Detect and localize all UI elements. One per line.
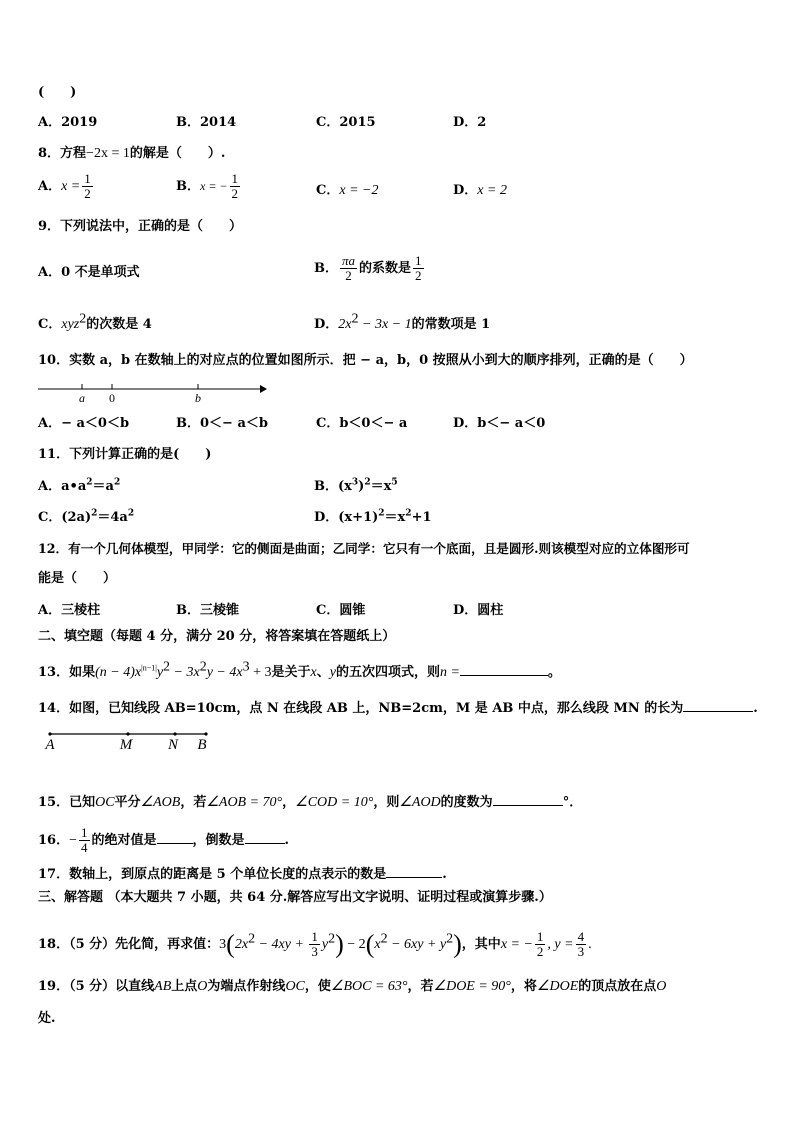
- q12-option-d: D．圆柱: [453, 603, 504, 618]
- q9-option-a: A．0 不是单项式: [38, 265, 140, 280]
- q14-point-n: [173, 732, 176, 735]
- question-12-line2: 能是（ ）: [38, 571, 117, 586]
- question-13: 13．如果$(n - 4)x^{|n-1|}y^2 - 3x^2y - 4x^3 + 3$是关于x、y的五次四项式，则n = 。: [38, 659, 561, 680]
- q12-option-a: A．三棱柱: [38, 603, 101, 618]
- q9-option-d: D．$2x^2 - 3x - 1$的常数项是 1: [314, 311, 491, 332]
- question-8: 8．方程−2x = 1的解是（ ）.: [38, 146, 226, 161]
- question-18: 18．（5 分）先化简，再求值：$3(2x^2 - 4xy$ + $\frac{1}{3}$ $y^2) - 2(x^2 - 6xy + y^2)$，其中x = − $\frac{1}{2}$ , y = $\frac{4}{3}$ .: [38, 929, 592, 959]
- section-2-heading: 二、填空题（每题 4 分，满分 20 分，将答案填在答题纸上）: [38, 629, 396, 644]
- q14-label-m: M: [119, 737, 133, 753]
- q8-option-a: A．x = $\frac{1}{2}$: [38, 171, 91, 201]
- section-3-heading: 三、解答题 （本大题共 7 小题，共 64 分.解答应写出文字说明、证明过程或演算步骤.）: [38, 890, 552, 905]
- q8-option-b: B．x = − $\frac{1}{2}$: [176, 171, 239, 201]
- q14-segment-figure: [40, 728, 212, 754]
- q14-point-a: [48, 732, 51, 735]
- q16-abs-blank[interactable]: [157, 829, 193, 844]
- q11-option-a: A．$a•a^2=a^2$: [38, 477, 121, 494]
- q14-point-m: [126, 732, 129, 735]
- question-17: 17．数轴上，到原点的距离是 5 个单位长度的点表示的数是 .: [38, 863, 447, 884]
- q11-option-c: C．$(2a)^2=4a^2$: [38, 508, 135, 525]
- question-19-line2: 处.: [38, 1011, 56, 1026]
- q10-option-d: D．b＜− a＜0: [453, 416, 546, 431]
- q10-option-c: C．b＜0＜− a: [316, 416, 408, 431]
- q14-label-b: B: [197, 737, 207, 753]
- question-9: 9．下列说法中，正确的是（ ）: [38, 219, 243, 234]
- q7-option-b: B．2014: [176, 115, 237, 130]
- q12-option-c: C．圆锥: [316, 603, 366, 618]
- q14-label-a: A: [45, 737, 55, 753]
- q13-answer-blank[interactable]: [460, 661, 548, 676]
- q8-option-d: D．x = 2: [453, 183, 507, 198]
- q9-option-c: C．xyz$^2$的次数是 4: [38, 311, 152, 332]
- q10-number-line: [36, 378, 268, 404]
- q9-option-b: B． $\frac{\pi a}{2}$ 的系数是 $\frac{1}{2}$: [314, 253, 422, 283]
- question-19-line1: 19．（5 分）以直线AB上点O为端点作射线OC，使∠BOC = 63°，若∠DOE = 90°，将∠DOE的顶点放在点O: [38, 979, 667, 994]
- question-16: 16．− $\frac{1}{4}$ 的绝对值是 ，倒数是 .: [38, 825, 290, 855]
- question-10: 10．实数 a，b 在数轴上的对应点的位置如图所示．把 − a，b，0 按照从小到大的顺序排列，正确的是（ ）: [38, 353, 693, 368]
- q10-label-a: a: [79, 391, 85, 404]
- question-11: 11．下列计算正确的是( ): [38, 447, 212, 462]
- q7-paren: ( ): [38, 85, 77, 100]
- q10-label-b: b: [195, 391, 201, 404]
- q16-reciprocal-blank[interactable]: [245, 829, 285, 844]
- q10-option-a: A．− a＜0＜b: [38, 416, 130, 431]
- question-14: 14．如图，已知线段 AB=10cm，点 N 在线段 AB 上，NB=2cm，M 是 AB 中点，那么线段 MN 的长为 .: [38, 697, 758, 718]
- q14-label-n: N: [167, 737, 179, 753]
- q7-option-d: D．2: [453, 115, 487, 130]
- q12-option-b: B．三棱锥: [176, 603, 239, 618]
- q14-point-b: [204, 732, 207, 735]
- q15-answer-blank[interactable]: [493, 791, 563, 806]
- q11-option-b: B．$(x^3)^2=x^5$: [314, 477, 398, 494]
- q7-option-a: A．2019: [38, 115, 98, 130]
- question-12-line1: 12．有一个几何体模型，甲同学：它的侧面是曲面；乙同学：它只有一个底面，且是圆形.则该模型对应的立体图形可: [38, 541, 690, 556]
- q10-option-b: B．0＜− a＜b: [176, 416, 268, 431]
- q7-option-c: C．2015: [316, 115, 376, 130]
- q17-answer-blank[interactable]: [386, 863, 442, 878]
- q14-answer-blank[interactable]: [683, 697, 753, 712]
- q11-option-d: D．$(x+1)^2=x^2+1$: [314, 508, 432, 525]
- question-15: 15．已知OC平分∠AOB，若∠AOB = 70°，∠COD = 10°，则∠AOD的度数为 °．: [38, 791, 582, 812]
- q8-option-c: C．x = −2: [316, 183, 379, 198]
- q10-label-0: 0: [109, 391, 115, 404]
- q10-axis-arrow: [260, 385, 267, 393]
